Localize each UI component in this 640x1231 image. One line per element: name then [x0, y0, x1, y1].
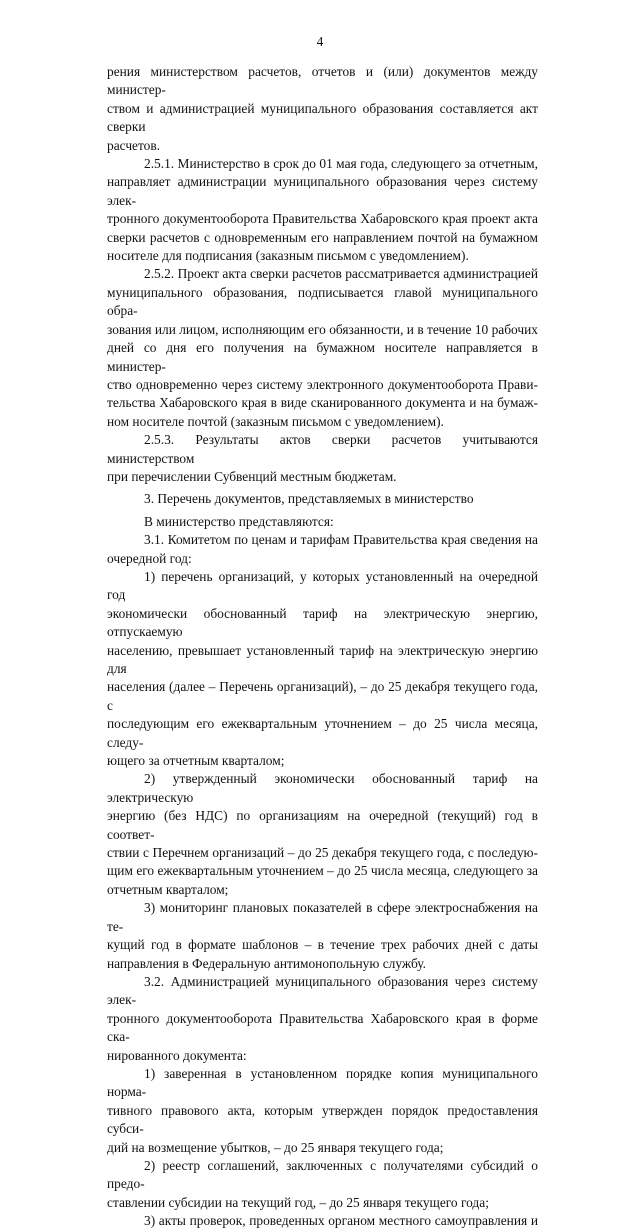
text-line: населению, превышает установленный тариф на электрическую энергию для [107, 642, 538, 676]
text-line: носителе для подписания (заказным письмом с уведомлением). [107, 248, 469, 264]
text-line: 2.5.3. Результаты актов сверки расчетов учитываются министерством [107, 432, 538, 466]
text-line: 3.2. Администрацией муниципального образования через систему элек- [107, 973, 538, 1008]
text-line: щим его ежеквартальным уточнением – до 25 числа месяца, следующего за [107, 863, 538, 879]
text-line: нированного документа: [107, 1047, 247, 1063]
text-line: тивного правового акта, которым утвержден порядок предоставления субси- [107, 1102, 538, 1137]
list-item-3-1-1 [107, 568, 538, 770]
list-item-3-2-1 [107, 1065, 538, 1157]
section-heading: 3. Перечень документов, представляемых в министерство [144, 491, 474, 507]
text-line: 2.5.1. Министерство в срок до 01 мая года, следующего за отчетным, [144, 156, 538, 172]
text-line: тронного документооборота Правительства Хабаровского края в форме ска- [107, 1010, 538, 1045]
paragraph-3-1 [107, 531, 538, 568]
text-line: населения (далее – Перечень организаций), – до 25 декабря текущего года, с [107, 679, 538, 713]
text-line: 3.1. Комитетом по ценам и тарифам Правительства края сведения на [144, 532, 538, 548]
paragraph-continuation [107, 63, 538, 155]
text-line: 2) утвержденный экономически обоснованный тариф на электрическую [107, 771, 538, 805]
text-line: 3) акты проверок, проведенных органом местного самоуправления и [144, 1213, 538, 1229]
text-line: сверки расчетов с одновременным его направлением почтой на бумажном [107, 229, 538, 245]
text-line: дий на возмещение убытков, – до 25 января текущего года; [107, 1139, 444, 1155]
list-item-3-2-3 [107, 1212, 538, 1230]
text-line: энергию (без НДС) по организациям на очередной (текущий) год в соответ- [107, 808, 538, 842]
text-line: ство одновременно через систему электронного документооборота Прави- [107, 376, 538, 392]
text-line: последующим его ежеквартальным уточнением – до 25 числа месяца, следу- [107, 716, 538, 750]
text-line: зования или лицом, исполняющим его обязанности, и в течение 10 рабочих [107, 321, 538, 337]
text-line: расчетов. [107, 137, 161, 153]
text-line: муниципального образования, подписывается главой муниципального обра- [107, 284, 538, 319]
text-line: экономически обоснованный тариф на электрическую энергию, отпускаемую [107, 605, 538, 640]
text-line: 2) реестр соглашений, заключенных с получателями субсидий о предо- [107, 1157, 538, 1192]
paragraph-2-5-1 [107, 155, 538, 265]
text-line: тельства Хабаровского края в виде сканированного документа и на бумаж- [107, 395, 538, 411]
text-line: рения министерством расчетов, отчетов и (или) документов между министер- [107, 64, 538, 98]
list-item-3-1-2 [107, 770, 538, 899]
text-line: дней со дня его получения на бумажном носителе направляется в министер- [107, 340, 538, 374]
text-line: 1) заверенная в установленном порядке копия муниципального норма- [107, 1065, 538, 1100]
text-line: В министерство представляются: [144, 513, 334, 529]
text-line: при перечислении Субвенций местным бюджетам. [107, 468, 397, 484]
text-line: ствии с Перечнем организаций – до 25 декабря текущего года, с последую- [107, 845, 538, 861]
page-number: 4 [316, 34, 324, 49]
text-line: ющего за отчетным кварталом; [107, 753, 285, 769]
paragraph-2-5-2 [107, 265, 538, 431]
text-line: ном носителе почтой (заказным письмом с уведомлением). [107, 413, 444, 429]
text-line: тронного документооборота Правительства Хабаровского края проект акта [107, 211, 538, 227]
text-line: очередной год: [107, 550, 192, 566]
text-line: направления в Федеральную антимонопольную службу. [107, 955, 426, 971]
text-line: 2.5.2. Проект акта сверки расчетов рассматривается администрацией [144, 266, 538, 282]
text-line: ставлении субсидии на текущий год, – до 25 января текущего года; [107, 1194, 489, 1210]
paragraph-2-5-3 [107, 431, 538, 486]
list-item-3-1-3 [107, 899, 538, 973]
list-item-3-2-2 [107, 1157, 538, 1212]
text-line: направляет администрации муниципального образования через систему элек- [107, 174, 538, 208]
text-line: 1) перечень организаций, у которых установленный на очередной год [107, 568, 538, 603]
text-line: 3) мониторинг плановых показателей в сфере электроснабжения на те- [107, 900, 538, 934]
document-body [107, 63, 538, 1231]
text-line: кущий год в формате шаблонов – в течение трех рабочих дней с даты [107, 937, 538, 953]
text-line: отчетным кварталом; [107, 881, 229, 897]
text-line: ством и администрацией муниципального образования составляется акт сверки [107, 100, 538, 135]
paragraph-intro [107, 513, 538, 531]
paragraph-3-2 [107, 973, 538, 1065]
